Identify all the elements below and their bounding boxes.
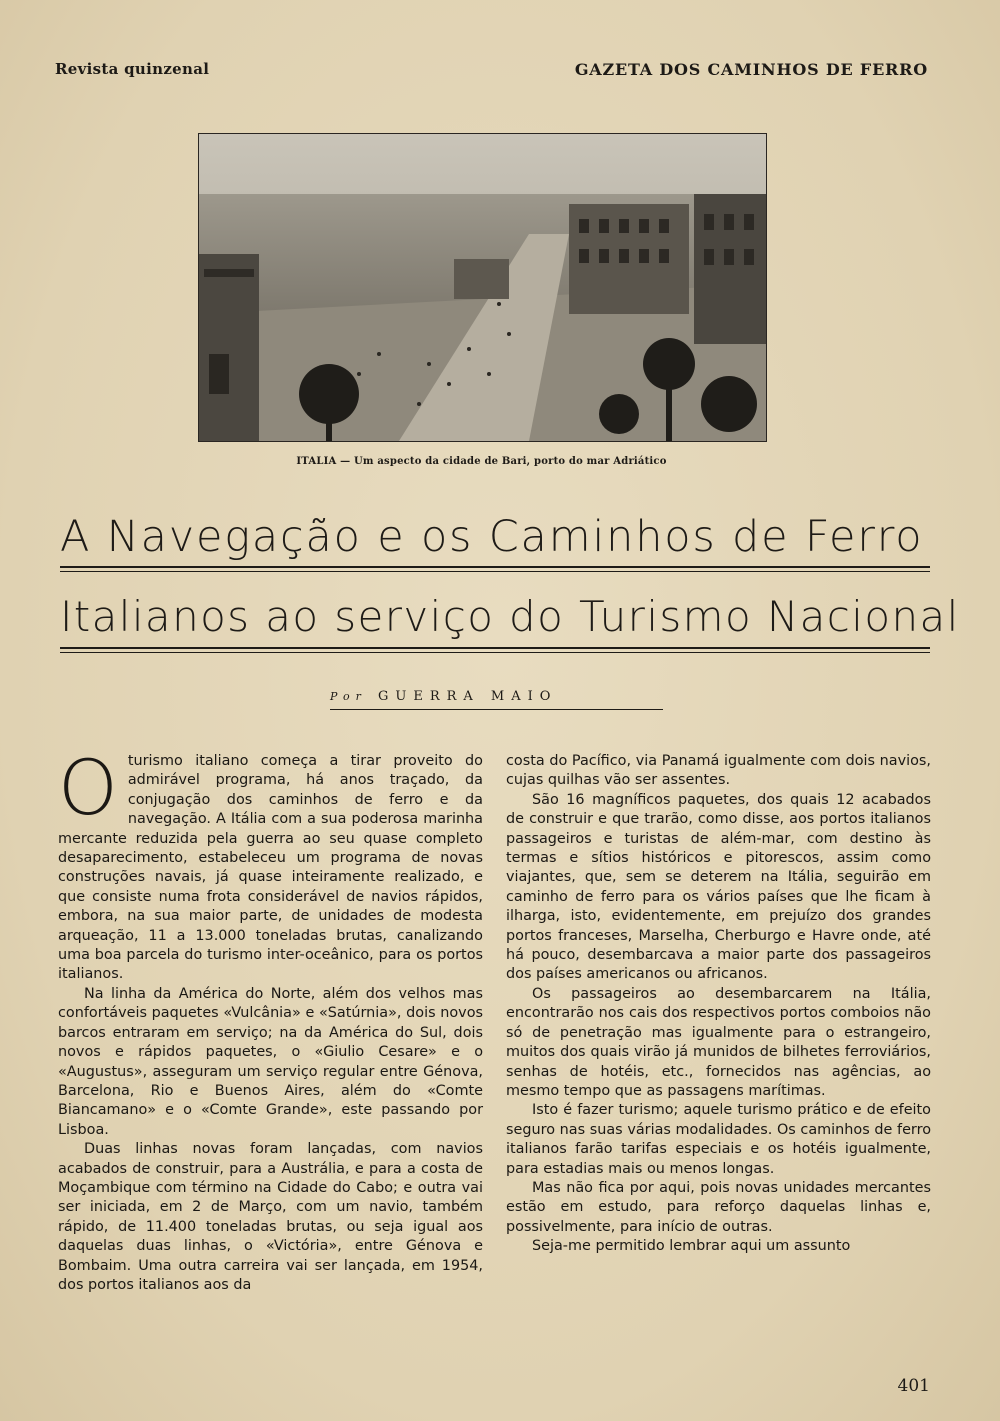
- paragraph: Mas não fica por aqui, pois novas unidades mercantes estão em estudo, para reforço daquelas linhas e, possivelmente, para início de outras.: [506, 1179, 931, 1235]
- article-title-line-1: A Navegação e os Caminhos de Ferro: [60, 512, 924, 562]
- paragraph: Na linha da América do Norte, além dos velhos mas confortáveis paquetes «Vulcânia» e «Satúrnia», dois novos barcos entraram em serviço; na da América do Sul, dois novos e rápidos paquetes, o «Giulio Cesare» e o «Augustus», asseguram um serviço regular entre Génova, Barcelona, Rio e Buenos Aires, além do «Comte Biancamano» e o «Comte Grande», este passando por Lisboa.: [58, 985, 483, 1138]
- subtitle-rule-thin: [60, 652, 930, 653]
- paragraph: São 16 magníficos paquetes, dos quais 12 acabados de construir e que trarão, como disse, aos portos italianos passageiros e turistas de além-mar, com destino às termas e sítios históricos e pitorescos, assim como viajantes, que, sem se deterem na Itália, seguirão em caminho de ferro para os vários países que lhe ficam à ilharga, isto, evidentemente, em prejuízo dos grandes portos franceses, Marselha, Cherburgo e Havre onde, até há pouco, desembarcava a maior parte dos passageiros dos países americanos ou africanos.: [506, 791, 931, 983]
- paragraph: Oturismo italiano começa a tirar proveito do admirável programa, há anos traçado, da conjugação dos caminhos de ferro e da navegação. A Itália com a sua poderosa marinha mercante reduzida pela guerra ao seu quase completo desaparecimento, estabeleceu um programa de novas construções navais, já quase inteiramente realizado, e que consiste numa frota considerável de navios rápidos, embora, na sua maior parte, de unidades de modesta arqueação, 11 a 13.000 toneladas brutas, canalizando uma boa parcela do turismo inter-oceânico, para os portos italianos.: [58, 743, 483, 983]
- byline-author: GUERRA MAIO: [377, 689, 558, 704]
- byline-underline: [330, 709, 663, 710]
- paragraph: Isto é fazer turismo; aquele turismo prático e de efeito seguro nas suas várias modalidades. Os caminhos de ferro italianos farão tarifas especiais e os hotéis igualmente, para estadias mais ou menos longas.: [506, 1102, 931, 1177]
- subtitle-rule-thick: [60, 647, 930, 649]
- photo-caption: ITALIA — Um aspecto da cidade de Bari, porto do mar Adriático: [296, 456, 667, 467]
- article-column-right: [506, 752, 931, 1257]
- header-publication-frequency: Revista quinzenal: [55, 60, 210, 78]
- title-rule-thick: [60, 566, 930, 568]
- page-number: 401: [897, 1376, 930, 1396]
- byline: [330, 689, 660, 704]
- photo-illustration: [199, 134, 766, 441]
- paragraph: Os passageiros ao desembarcarem na Itália, encontrarão nos cais dos respectivos portos comboios não só de penetração mas igualmente para o estrangeiro, muitos dos quais virão já munidos de bilhetes ferroviários, senhas de hotéis, etc., fornecidos nas agências, ao mesmo tempo que as passagens marítimas.: [506, 985, 931, 1099]
- paragraph: costa do Pacífico, via Panamá igualmente com dois navios, cujas quilhas vão ser assentes.: [506, 753, 931, 789]
- article-column-left: [58, 743, 483, 1295]
- title-rule-thin: [60, 571, 930, 572]
- drop-cap: O: [58, 743, 118, 832]
- bari-harbour-photo: [198, 133, 767, 442]
- byline-por: Por: [330, 690, 367, 703]
- article-title-line-2: Italianos ao serviço do Turismo Nacional: [60, 592, 960, 641]
- paragraph: Duas linhas novas foram lançadas, com navios acabados de construir, para a Austrália, e para a costa de Moçambique com término na Cidade do Cabo; e outra vai ser iniciada, em 2 de Março, com um navio, também rápido, de 11.400 toneladas brutas, ou seja igual aos daquelas duas linhas, o «Victória», entre Génova e Bombaim. Uma outra carreira vai ser lançada, em 1954, dos portos italianos aos da: [58, 1141, 483, 1293]
- paragraph: Seja-me permitido lembrar aqui um assunto: [532, 1238, 851, 1255]
- header-publication-title: GAZETA DOS CAMINHOS DE FERRO: [574, 60, 928, 79]
